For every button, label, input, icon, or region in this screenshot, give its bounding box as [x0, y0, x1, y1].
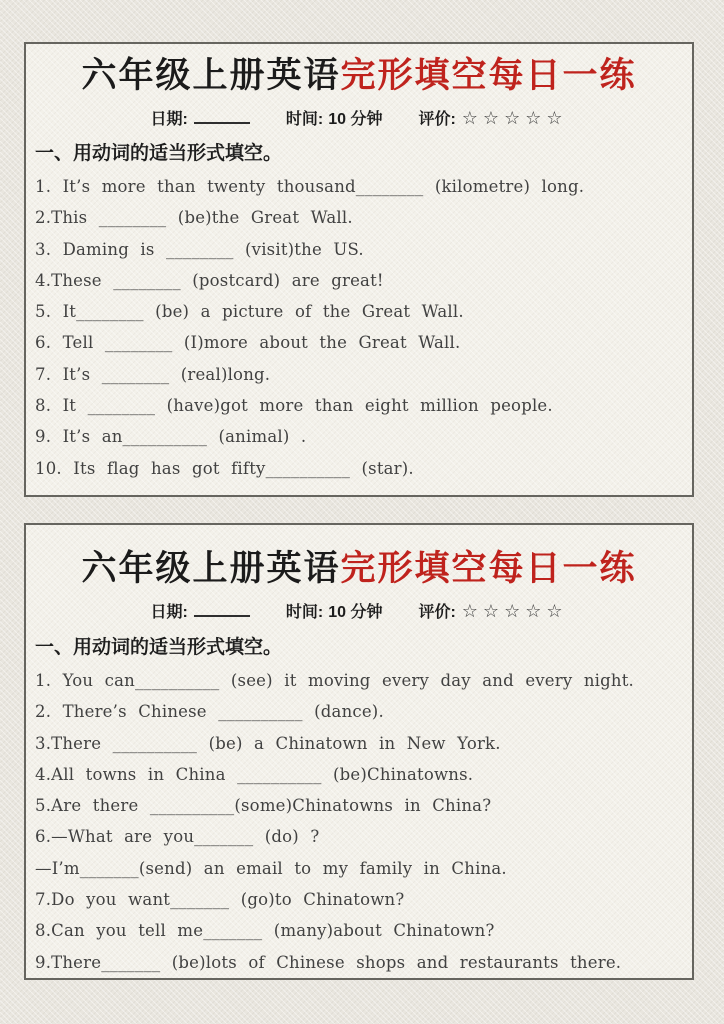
rating-label: 评价: — [418, 111, 456, 128]
section-heading: 一、用动词的适当形式填空。 — [35, 637, 283, 658]
worksheet-title — [26, 548, 692, 590]
worksheet-title-red: 完形填空每日一练 — [340, 56, 637, 95]
exercise-line-9: 9. It’s an__________ (animal) . — [35, 427, 307, 447]
worksheet-title — [26, 55, 692, 97]
exercise-line-2: 2. There’s Chinese __________ (dance). — [35, 702, 384, 722]
exercise-line-9: 9.There_______ (be)lots of Chinese shops and restaurants there. — [35, 952, 622, 972]
exercise-line-3: 3. Daming is ________ (visit)the US. — [35, 239, 364, 259]
exercise-line-2: 2.This ________ (be)the Great Wall. — [35, 208, 353, 228]
worksheet-card-1 — [24, 42, 694, 497]
exercise-line-7: 7.Do you want_______ (go)to Chinatown? — [35, 890, 405, 910]
exercise-line-1: 1. You can__________ (see) it moving every day and every night. — [35, 671, 634, 690]
date-field — [151, 599, 250, 622]
meta-row — [26, 599, 692, 622]
rating-field — [418, 599, 567, 622]
exercise-line-3: 3.There __________ (be) a Chinatown in New York. — [35, 733, 501, 753]
exercise-line-5: 5. It________ (be) a picture of the Great Wall. — [35, 302, 464, 322]
exercise-line-4: 4.All towns in China __________ (be)Chinatowns. — [35, 764, 474, 784]
meta-row — [26, 106, 692, 129]
exercise-lines — [26, 171, 692, 484]
worksheet-title-red: 完形填空每日一练 — [340, 549, 637, 588]
time-value: 10 分钟 — [328, 111, 383, 128]
exercise-line-5: 5.Are there __________(some)Chinatowns in China? — [35, 796, 492, 816]
date-label: 日期: — [150, 604, 188, 621]
time-label: 时间: — [285, 111, 324, 128]
date-field — [151, 106, 250, 129]
worksheet-title-black: 六年级上册英语 — [81, 549, 341, 588]
rating-field — [418, 106, 567, 129]
time-field — [286, 599, 383, 622]
worksheet-card-2 — [24, 523, 694, 980]
time-value: 10 分钟 — [328, 604, 383, 621]
time-label: 时间: — [285, 604, 324, 621]
exercise-line-1: 1. It’s more than twenty thousand________ (kilometre) long. — [35, 177, 585, 196]
date-blank-line — [194, 107, 250, 124]
rating-stars-icon: ☆☆☆☆☆ — [461, 108, 568, 129]
rating-stars-icon: ☆☆☆☆☆ — [461, 601, 568, 622]
exercise-line-4: 4.These ________ (postcard) are great! — [35, 270, 384, 290]
exercise-line-10: 10. Its flag has got fifty__________ (star). — [35, 458, 414, 478]
date-label: 日期: — [150, 111, 188, 128]
section-heading: 一、用动词的适当形式填空。 — [35, 143, 283, 164]
worksheet-title-black: 六年级上册英语 — [81, 56, 341, 95]
exercise-line-8: 8. It ________ (have)got more than eight million people. — [35, 396, 553, 416]
exercise-line-7: 7. It’s ________ (real)long. — [35, 364, 271, 384]
exercise-line-6: 6.—What are you_______ (do) ? — [35, 827, 320, 847]
exercise-line-6b: —I’m_______(send) an email to my family in China. — [35, 858, 507, 878]
exercise-line-6: 6. Tell ________ (I)more about the Great Wall. — [35, 333, 461, 353]
exercise-lines — [26, 665, 692, 978]
date-blank-line — [194, 600, 250, 617]
exercise-line-8: 8.Can you tell me_______ (many)about Chinatown? — [35, 921, 495, 941]
rating-label: 评价: — [418, 604, 456, 621]
time-field — [286, 106, 383, 129]
